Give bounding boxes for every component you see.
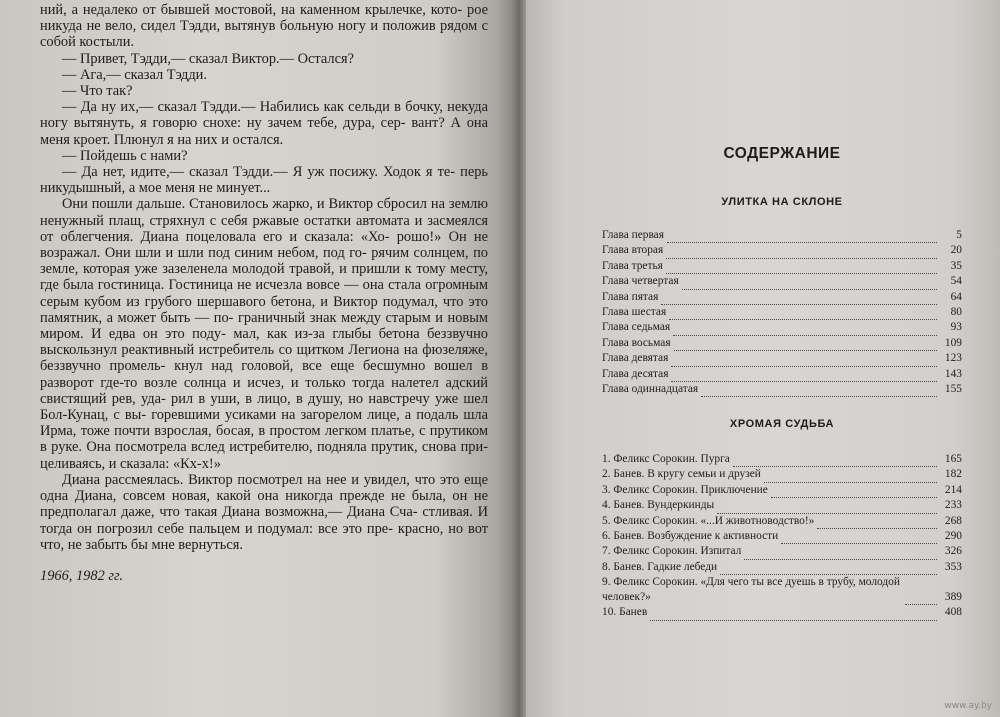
toc-entry-label: 8. Банев. Гадкие лебеди [602,560,718,573]
toc-entry-label: Глава седьмая [602,321,671,334]
dot-leader [673,325,937,336]
paragraph: — Пойдешь с нами? [62,147,188,164]
dot-leader [661,294,937,305]
dot-leader [682,279,937,290]
toc-part2-entries [602,452,962,621]
toc-entry-page: 290 [944,529,962,542]
paragraph: — Да ну их,— сказал Тэдди.— Набились как сельди в бочку, некуда ногу вытянуть, я говорю снохе: ну зачем тебе, дура, сер- вант? А она меня кроет. Плюнул я на них и остался. [40,99,488,148]
toc-entry-page: 165 [944,452,962,465]
paragraph: Диана рассмеялась. Виктор посмотрел на нее и увидел, что это еще одна Диана, совсем новая, какой она никогда прежде не была, он не предполагал даже, что такая Диана возможна,— Диана Сча- стливая. И тогда он погрозил себе пальцем и подумал: все это пре- красно, но вот что, не забыть бы мне вернуться. [40,471,488,553]
toc-entry [602,483,962,498]
dot-leader [671,371,937,382]
toc-entry-page: 93 [950,321,962,334]
toc-entry-label: Глава первая [602,228,664,241]
toc-entry-label: Глава четвертая [602,275,679,288]
dot-leader [764,472,937,483]
toc-title: СОДЕРЖАНИЕ [723,145,841,162]
toc-entry-label: Глава вторая [602,244,664,257]
toc-entry-page: 408 [944,606,962,619]
toc-entry-page: 143 [944,367,962,380]
paragraph: — Привет, Тэдди,— сказал Виктор.— Остался? [62,50,354,67]
toc-entry [602,367,962,382]
toc-entry-page: 326 [944,545,962,558]
toc-entry-page: 214 [944,483,962,496]
toc-entry [602,544,962,559]
part-title-ulitka: УЛИТКА НА СКЛОНЕ [721,196,843,208]
toc-entry-label: Глава девятая [602,352,669,365]
toc-entry-label: 6. Банев. Возбуждение к активности [602,529,779,542]
toc-entry-page: 182 [944,468,962,481]
right-page [526,0,1000,717]
dot-leader [674,340,937,351]
dot-leader [666,248,937,259]
toc-entry-label: 9. Феликс Сорокин. «Для чего ты все дуешь в трубу, молодой человек?» [602,576,900,604]
toc-entry-page: 64 [950,290,962,303]
paragraph: — Ага,— сказал Тэдди. [62,66,207,83]
toc-entry-label: Глава десятая [602,367,669,380]
paragraph: ний, а недалеко от бывшей мостовой, на каменном крылечке, кото- рое никуда не вело, сидел Тэдди, вытянув больную ногу и положив рядом с собой костыли. [40,2,488,51]
toc-entry [602,228,962,243]
toc-entry-label: Глава третья [602,259,663,272]
dot-leader [744,549,937,560]
toc-entry-page: 35 [950,259,962,272]
toc-entry [602,514,962,529]
toc-entry-page: 353 [944,560,962,573]
toc-entry-page: 5 [956,228,962,241]
dot-leader [666,263,937,274]
toc-entry [602,336,962,351]
toc-entry-page: 54 [950,275,962,288]
dot-leader [905,594,937,605]
toc-entry [602,605,962,620]
date-line: 1966, 1982 гг. [40,567,123,584]
toc-entry-label: Глава восьмая [602,336,671,349]
dot-leader [667,232,937,243]
toc-entry [602,529,962,544]
book-gutter [512,0,526,717]
toc-part1-entries [602,228,962,397]
toc-entry-page: 109 [944,336,962,349]
dot-leader [781,533,937,544]
toc-entry-label: 5. Феликс Сорокин. «...И животноводство!» [602,514,815,527]
toc-entry-page: 123 [944,352,962,365]
toc-entry-label: 10. Банев [602,606,648,619]
toc-entry [602,575,962,605]
toc-entry-label: 7. Феликс Сорокин. Изпитал [602,545,742,558]
part-title-khromaya: ХРОМАЯ СУДЬБА [729,418,835,430]
toc-entry [602,274,962,289]
dot-leader [701,386,937,397]
toc-entry [602,382,962,397]
toc-entry-page: 20 [950,244,962,257]
toc-entry-page: 233 [944,499,962,512]
dot-leader [650,610,937,621]
toc-entry [602,243,962,258]
dot-leader [669,309,937,320]
toc-entry [602,498,962,513]
toc-entry-label: Глава шестая [602,305,667,318]
toc-entry [602,259,962,274]
toc-entry-page: 389 [944,591,962,604]
toc-entry-page: 155 [944,382,962,395]
toc-entry [602,290,962,305]
dot-leader [817,518,937,529]
paragraph: — Что так? [62,83,133,100]
toc-entry [602,351,962,366]
watermark-text: www.ay.by [944,701,992,711]
dot-leader [671,356,937,367]
prose-text [40,2,488,584]
toc-entry [602,305,962,320]
toc-entry-page: 80 [950,305,962,318]
toc-entry-label: 3. Феликс Сорокин. Приключение [602,483,768,496]
toc-entry-label: 1. Феликс Сорокин. Пурга [602,452,730,465]
toc-entry-label: 2. Банев. В кругу семьи и друзей [602,468,761,481]
dot-leader [720,564,937,575]
toc-entry [602,452,962,467]
paragraph: — Да нет, идите,— сказал Тэдди.— Я уж посижу. Ходок я те- перь никудышный, а мое меня не минует... [40,164,488,197]
dot-leader [717,503,937,514]
toc-entry [602,560,962,575]
toc-entry [602,320,962,335]
toc-entry [602,467,962,482]
toc-entry-label: Глава пятая [602,290,659,303]
dot-leader [733,456,937,467]
toc-entry-page: 268 [944,514,962,527]
toc-entry-label: 4. Банев. Вундеркинды [602,499,715,512]
dot-leader [771,487,937,498]
toc-entry-label: Глава одиннадцатая [602,382,699,395]
paragraph: Они пошли дальше. Становилось жарко, и Виктор сбросил на землю ненужный плащ, стряхнул с себя ржавые остатки автомата и засмеялся от облегчения. Диана поцеловала его и сказала: «Хо- рошо!» Он не возражал. Они шли и шли под синим небом, под го- рячим солнцем, по земле, которая уже зазеленела молодой травой, и пришли к тому месту, где была гостиница. Гостиница не исчезла вовсе — она стала огромным серым кубом из грубого шершавого бетона, и Виктор подумал, что это памятник, а может быть — по- граничный знак между старым и новым миром. И едва он это поду- мал, как из-за глыбы бетона беззвучно выскользнул реактивный истребитель со щитком Легиона на фюзеляже, беззвучно промель- кнул над головой, все еще бесшумно вошел в разворот где-то возле солнца и исчез, и только тогда налетел адский свистящий рев, уда- рил в уши, в лицо, в душу, но навстречу уже шел Бол-Кунац, с вы- горевшими усиками на загорелом лице, а подаль шла Ирма, тоже почти взрослая, босая, в простом легком платье, с прутиком в руке. Она посмотрела вслед истребителю, подняла прутик, снова при- целиваясь, и сказала: «Кх-х!» [40,196,488,472]
